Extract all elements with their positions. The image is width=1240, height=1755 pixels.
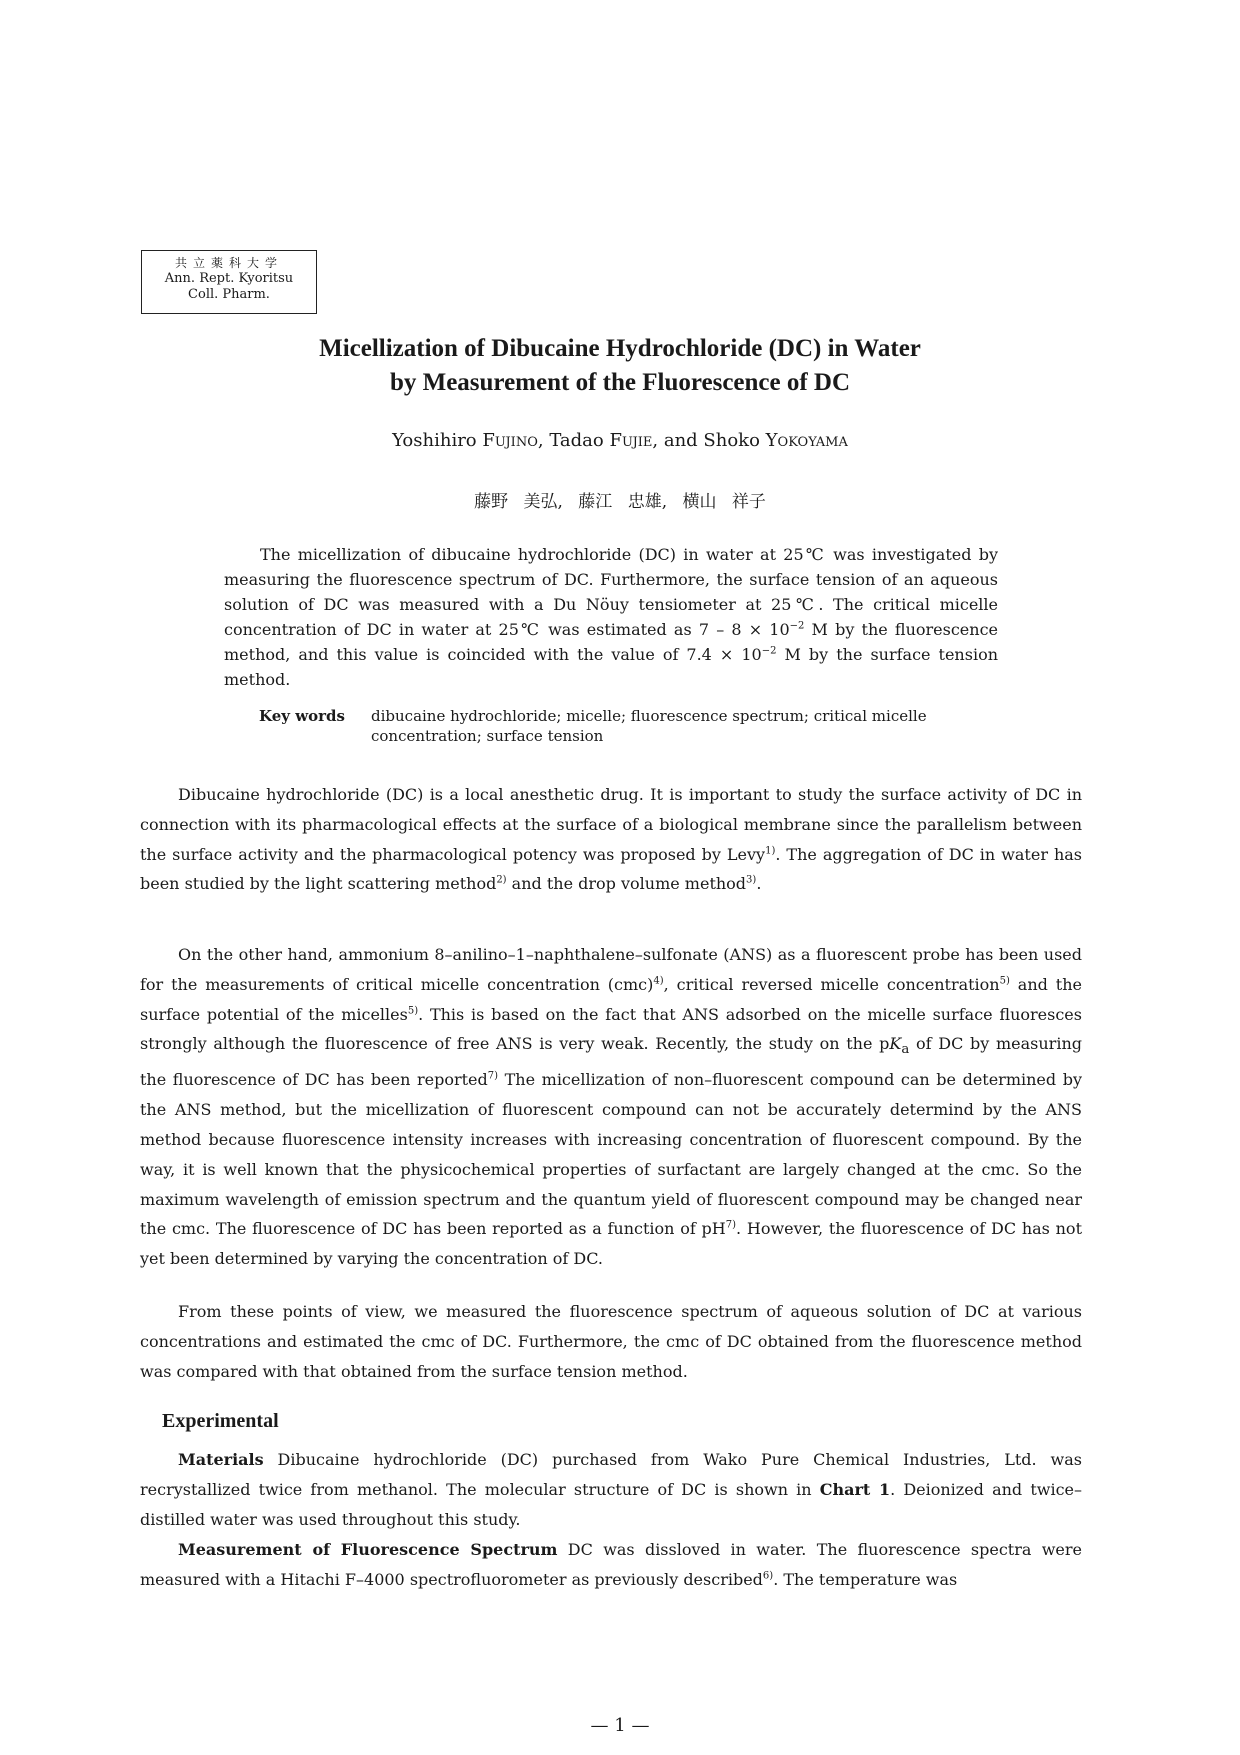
- intro-p2-text-e: of DC by measuring the fluorescence of DC has been reported: [140, 1034, 1082, 1090]
- measurement-label: Measurement of Fluorescence Spectrum: [178, 1540, 558, 1559]
- abstract-exponent-1: −2: [789, 620, 805, 632]
- reference-marker: 7): [487, 1071, 499, 1083]
- journal-japanese-name: 共立薬科大学: [174, 256, 283, 270]
- reference-marker: 1): [765, 845, 776, 857]
- author-list-japanese: 藤野 美弘, 藤江 忠雄, 横山 祥子: [474, 492, 766, 512]
- author-3-family: Yokoyama: [765, 430, 848, 451]
- reference-marker: 6): [762, 1570, 774, 1582]
- intro-p1-text-d: .: [756, 874, 762, 894]
- author-separator-1: ,: [537, 430, 550, 451]
- keywords-label: Key words: [259, 707, 345, 725]
- author-3-given: Shoko: [703, 430, 766, 451]
- journal-line-1: Ann. Rept. Kyoritsu: [164, 271, 294, 286]
- intro-p2-text-a: On the other hand, ammonium 8–anilino–1–naphthalene–sulfonate (ANS) as a fluorescent probe has been used for the measurements of critical micelle concentration (cmc): [140, 945, 1082, 994]
- author-list: [0, 430, 1240, 451]
- abstract-text-3: M by the surface tension method.: [224, 645, 999, 689]
- author-separator-2: , and: [652, 430, 704, 451]
- author-2-given: Tadao: [549, 430, 610, 451]
- journal-info-box: [141, 250, 317, 314]
- reference-marker: 2): [496, 875, 507, 887]
- author-1-given: Yoshihiro: [392, 430, 483, 451]
- pka-symbol: K: [889, 1034, 902, 1054]
- title-line-1: Micellization of Dibucaine Hydrochloride (DC) in Water: [319, 335, 921, 362]
- abstract-exponent-2: −2: [761, 645, 777, 657]
- intro-p2-text-d: . This is based on the fact that ANS adsorbed on the micelle surface fluoresces strongly although the fluorescence of free ANS is very weak. Recently, the study on the p: [140, 1004, 1082, 1054]
- intro-p2-text-b: , critical reversed micelle concentration: [663, 974, 1000, 994]
- intro-p1-text-c: and the drop volume method: [506, 874, 747, 894]
- intro-p1-text-b: . The aggregation of DC in water has been studied by the light scattering method: [140, 844, 1083, 894]
- page-number: — 1 —: [590, 1715, 650, 1736]
- reference-marker: 3): [746, 875, 757, 887]
- paper-title: [0, 332, 1240, 400]
- keywords-text: dibucaine hydrochloride; micelle; fluorescence spectrum; critical micelle concentration; surface tension: [371, 707, 927, 745]
- materials-label: Materials: [178, 1450, 264, 1469]
- measurement-text-a: DC was dissloved in water. The fluorescence spectra were measured with a Hitachi F–4000 spectrofluorometer as previously described: [140, 1540, 1082, 1589]
- materials-text-a: Dibucaine hydrochloride (DC) purchased from Wako Pure Chemical Industries, Ltd. was recrystallized twice from methanol. The molecular structure of DC is shown in: [140, 1450, 1082, 1499]
- reference-marker: 4): [653, 975, 664, 987]
- abstract-text-1: The micellization of dibucaine hydrochloride (DC) in water at 25℃ was investigated by measuring the fluorescence spectrum of DC. Furthermore, the surface tension of an aqueous solution of DC was measured with a Du Nöuy tensiometer at 25℃. The critical micelle concentration of DC in water at 25℃ was estimated as 7 – 8 × 10: [224, 545, 998, 639]
- abstract-text-2: M by the fluorescence method, and this value is coincided with the value of 7.4 × 10: [224, 620, 999, 664]
- measurement-text-b: . The temperature was: [773, 1569, 958, 1589]
- reference-marker: 7): [725, 1220, 737, 1232]
- intro-p2-text-c: and the surface potential of the micelles: [140, 974, 1083, 1024]
- intro-p2-text-g: . However, the fluorescence of DC has not yet been determined by varying the concentration of DC.: [140, 1219, 1082, 1269]
- reference-marker: 5): [999, 975, 1010, 987]
- materials-paragraph: [140, 1445, 1082, 1534]
- measurement-paragraph: [140, 1535, 1082, 1595]
- keywords: [259, 706, 999, 746]
- chart-reference: Chart 1: [819, 1479, 891, 1499]
- intro-paragraph-3: From these points of view, we measured the fluorescence spectrum of aqueous solution of DC at various concentrations and estimated the cmc of DC. Furthermore, the cmc of DC obtained from the fluorescence method was compared with that obtained from the surface tension method.: [140, 1302, 1082, 1381]
- author-1-family: Fujino: [482, 430, 538, 451]
- abstract: [224, 542, 998, 692]
- experimental-heading: Experimental: [162, 1410, 279, 1432]
- title-line-2: by Measurement of the Fluorescence of DC: [389, 369, 851, 396]
- intro-paragraph-2: [140, 940, 1082, 1274]
- materials-text-b: . Deionized and twice–distilled water was used throughout this study.: [140, 1479, 1082, 1529]
- journal-line-2: Coll. Pharm.: [188, 287, 270, 302]
- intro-paragraph-1: [140, 780, 1082, 899]
- reference-marker: 5): [407, 1005, 419, 1017]
- author-2-family: Fujie: [609, 430, 653, 451]
- pka-subscript: a: [901, 1042, 910, 1058]
- intro-p2-text-f: The micellization of non–fluorescent compound can be determined by the ANS method, but the micellization of fluorescent compound can not be accurately determind by the ANS method because fluorescence intensity increases with increasing concentration of fluorescent compound. By the way, it is well known that the physicochemical properties of surfactant are largely changed at the cmc. So the maximum wavelength of emission spectrum and the quantum yield of fluorescent compound may be changed near the cmc. The fluorescence of DC has been reported as a function of pH: [140, 1070, 1083, 1239]
- intro-p1-text-a: Dibucaine hydrochloride (DC) is a local anesthetic drug. It is important to study the surface activity of DC in connection with its pharmacological effects at the surface of a biological membrane since the parallelism between the surface activity and the pharmacological potency was proposed by Levy: [140, 785, 1082, 864]
